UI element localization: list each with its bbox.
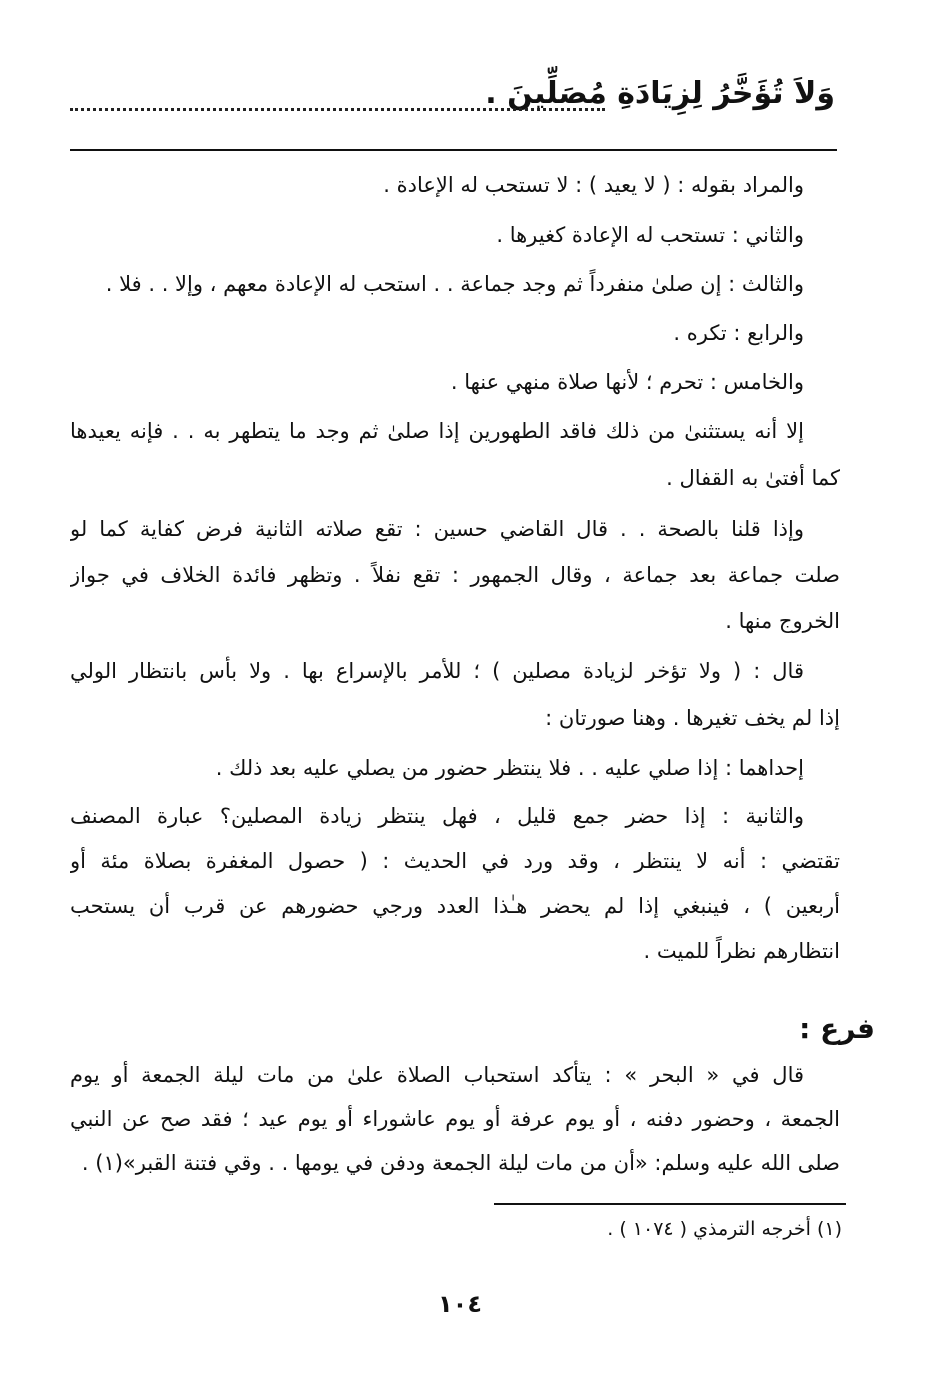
- text-line: صلى الله عليه وسلم: «أن من مات ليلة الجمعة ودفن في يومها . . وقي فتنة القبر»(١) .: [81, 1151, 840, 1175]
- text-line: الجمعة ، وحضور دفنه ، أو يوم عرفة أو يوم عاشوراء أو يوم عيد ؛ فقد صح عن النبي: [70, 1107, 840, 1131]
- text-line: صلت جماعة بعد جماعة ، وقال الجمهور : تقع نفلاً . وتظهر فائدة الخلاف في جواز: [70, 563, 840, 587]
- text-line: انتظارهم نظراً للميت .: [643, 939, 840, 963]
- text-line: كما أفتىٰ به القفال .: [666, 466, 840, 490]
- header-dotted-leader: [70, 98, 605, 111]
- running-header-title: وَلاَ تُؤَخَّرُ لِزِيَادَةِ مُصَلِّينَ .: [485, 76, 835, 111]
- text-line: إحداهما : إذا صلي عليه . . فلا ينتظر حضور من يصلي عليه بعد ذلك .: [215, 756, 804, 780]
- footnote-rule: [494, 1203, 846, 1205]
- text-line: والثانية : إذا حضر جمع قليل ، فهل ينتظر زيادة المصلين؟ عبارة المصنف: [70, 804, 804, 828]
- text-line: إذا لم يخف تغيرها . وهنا صورتان :: [545, 706, 840, 730]
- text-line: وإذا قلنا بالصحة . . قال القاضي حسين : تقع صلاته الثانية فرض كفاية كما لو: [70, 517, 804, 541]
- text-line: والخامس : تحرم ؛ لأنها صلاة منهي عنها .: [450, 370, 804, 394]
- text-line: قال في « البحر » : يتأكد استحباب الصلاة علىٰ من مات ليلة الجمعة أو يوم: [70, 1063, 804, 1087]
- text-line: إلا أنه يستثنىٰ من ذلك فاقد الطهورين إذا صلىٰ ثم وجد ما يتطهر به . . فإنه يعيدها: [70, 419, 804, 443]
- text-line: والثالث : إن صلىٰ منفرداً ثم وجد جماعة . . استحب له الإعادة معهم ، وإلا . . فلا .: [105, 272, 804, 296]
- section-heading: فرع :: [799, 1012, 875, 1045]
- text-line: قال : ( ولا تؤخر لزيادة مصلين ) ؛ للأمر بالإسراع بها . ولا بأس بانتظار الولي: [70, 659, 804, 683]
- text-line: الخروج منها .: [725, 609, 840, 633]
- page-number: ١٠٤: [438, 1290, 482, 1318]
- text-line: والمراد بقوله : ( لا يعيد ) : لا تستحب له الإعادة .: [383, 173, 804, 197]
- header-rule: [70, 149, 837, 151]
- text-line: أربعين ) ، فينبغي إذا لم يحضر هـٰذا العدد ورجي حضورهم عن قرب أن يستحب: [70, 894, 840, 918]
- text-line: تقتضي : أنه لا ينتظر ، وقد ورد في الحديث : ( حصول المغفرة بصلاة مئة أو: [70, 849, 840, 873]
- text-line: والثاني : تستحب له الإعادة كغيرها .: [496, 223, 804, 247]
- footnote: (١) أخرجه الترمذي ( ١٠٧٤ ) .: [607, 1218, 842, 1240]
- text-line: والرابع : تكره .: [673, 321, 804, 345]
